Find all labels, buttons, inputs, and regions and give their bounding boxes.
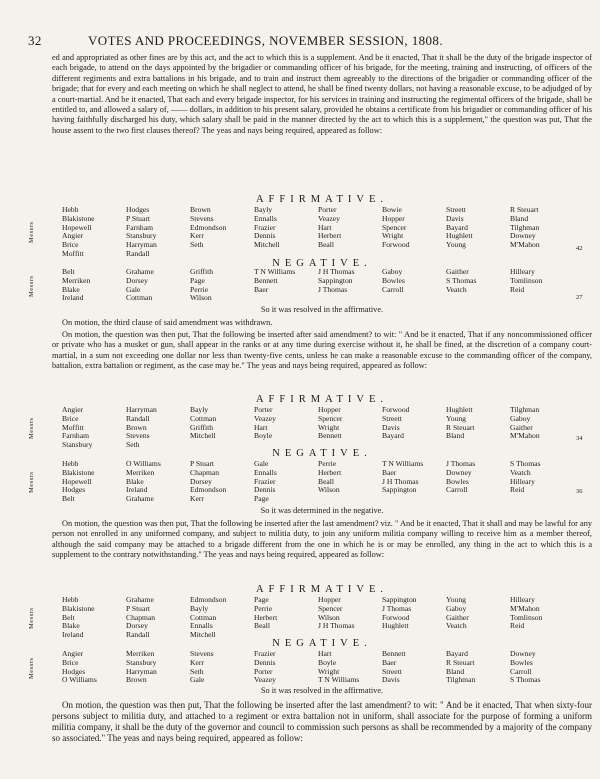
member-name: Hughlett	[446, 232, 473, 241]
page-title: VOTES AND PROCEEDINGS, NOVEMBER SESSION, 1808.	[88, 33, 443, 48]
member-name: Hebb	[62, 596, 79, 604]
member-name: Belt	[62, 268, 75, 276]
member-name: Hodges	[62, 667, 86, 676]
member-name: Stevens	[190, 650, 214, 658]
messrs-label: Messrs	[28, 221, 35, 243]
member-name: Frazier	[254, 223, 276, 232]
member-name: Randall	[126, 414, 150, 423]
member-name: Seth	[190, 241, 204, 250]
vote3-negative-list	[62, 650, 572, 685]
member-name: S Thomas	[446, 276, 477, 285]
member-name: Reid	[510, 486, 525, 495]
member-name: J Thomas	[446, 460, 476, 468]
member-name: Forwood	[382, 613, 410, 622]
member-name: Angier	[62, 650, 84, 658]
member-name: Bland	[510, 214, 529, 223]
member-name: T N Williams	[318, 676, 360, 685]
messrs-label: Messrs	[28, 417, 35, 439]
member-name: Stansbury	[126, 658, 157, 667]
member-name: Randall	[126, 249, 150, 258]
member-name: Gaboy	[510, 414, 531, 423]
member-name: Edmondson	[190, 223, 227, 232]
member-name: Hebb	[62, 206, 79, 214]
member-name: Sappington	[382, 596, 417, 604]
member-name: M'Mahon	[510, 241, 540, 250]
member-name: O Williams	[62, 676, 97, 685]
member-name: Gaither	[446, 268, 469, 276]
member-name: Gaither	[446, 613, 469, 622]
member-name: Seth	[126, 441, 140, 450]
member-name: Dorsey	[126, 276, 148, 285]
member-name: Downey	[446, 468, 472, 477]
member-name: Bland	[446, 432, 465, 441]
member-name: Chapman	[190, 468, 220, 477]
member-name: Boyle	[254, 432, 273, 441]
member-name: Moffitt	[62, 249, 84, 258]
messrs-label: Messrs	[28, 471, 35, 493]
member-name: Bennett	[382, 650, 406, 658]
member-name: Angier	[62, 232, 84, 241]
member-name: Grahame	[126, 495, 154, 504]
member-name: Wright	[318, 423, 340, 432]
member-name: Dennis	[254, 658, 276, 667]
member-name: Page	[190, 276, 205, 285]
member-name: Baer	[382, 658, 397, 667]
member-name: Gale	[190, 676, 205, 685]
member-name: Hopper	[318, 596, 341, 604]
member-name: Ennalls	[254, 214, 277, 223]
member-name: Downey	[510, 232, 536, 241]
paragraph-3: On motion, the question was then put, That the following be inserted after said amendment? to wit: " And be it enacted, That if any noncommissioned officer or private who has a musket or gun, shall appear in the ranks or at any time during exercise without it, he shall be fined, at the discretion of a company court-martial, in a sum not exceeding one dollar nor less than twenty-five cents, unless he can make a reasonable excuse to the commanding officer of the company, battalion, extra battalion or regiment, as the case may be." The yeas and nays being required, appeared as follow:	[52, 330, 592, 371]
member-name: Farnham	[126, 223, 153, 232]
member-name	[510, 294, 572, 303]
member-name: Bland	[446, 667, 465, 676]
member-name: Brice	[62, 658, 79, 667]
vote1-result: So it was resolved in the affirmative.	[260, 305, 384, 314]
member-name: Blakistone	[62, 604, 95, 613]
member-name: Beall	[318, 477, 335, 486]
member-name	[318, 495, 380, 504]
member-name: Sappington	[318, 276, 353, 285]
messrs-label: Messrs	[28, 275, 35, 297]
member-name: Tomlinson	[510, 276, 543, 285]
member-name: Reid	[510, 622, 525, 631]
member-name: Brown	[126, 676, 147, 685]
member-name: Beall	[318, 241, 335, 250]
vote1-affirmative-heading: AFFIRMATIVE.	[255, 194, 389, 205]
member-name: Davis	[446, 214, 464, 223]
member-name: Merriken	[126, 650, 155, 658]
member-name: Gale	[126, 285, 141, 294]
member-name: Dorsey	[190, 477, 212, 486]
member-name: Bayly	[190, 604, 209, 613]
member-name: J H Thomas	[318, 622, 355, 631]
vote3-affirmative-heading: AFFIRMATIVE.	[255, 584, 389, 595]
member-name: Bowles	[382, 276, 405, 285]
vote3-negative-heading: NEGATIVE.	[272, 638, 372, 649]
member-name: Veazey	[254, 676, 276, 685]
member-name: Hughlett	[446, 406, 473, 414]
vote1-negative-count: 27	[576, 294, 583, 301]
member-name: Hughlett	[382, 622, 409, 631]
member-name: Tilghman	[510, 406, 540, 414]
member-name: Baer	[382, 468, 397, 477]
member-name: P Stuart	[190, 460, 214, 468]
member-name: Hebb	[62, 460, 79, 468]
member-name	[446, 294, 508, 303]
member-name: Gaboy	[382, 268, 403, 276]
member-name: Hart	[318, 650, 332, 658]
member-name: Bennett	[318, 432, 342, 441]
vote3-result: So it was resolved in the affirmative.	[260, 686, 384, 695]
member-name: Bennett	[254, 276, 278, 285]
vote1-negative-heading: NEGATIVE.	[272, 258, 372, 269]
vote2-affirmative-count: 34	[576, 435, 583, 442]
member-name	[254, 294, 316, 303]
member-name: Wright	[318, 667, 340, 676]
member-name: P Stuart	[126, 214, 150, 223]
member-name: Page	[254, 596, 269, 604]
member-name: Page	[254, 495, 269, 504]
member-name: Ireland	[62, 294, 84, 303]
vote3-affirmative-list	[62, 596, 572, 640]
member-name: R Steuart	[510, 206, 539, 214]
member-name: Stevens	[126, 432, 150, 441]
member-name: Grahame	[126, 596, 154, 604]
member-name: Hilleary	[510, 596, 535, 604]
member-name: Chapman	[126, 613, 156, 622]
member-name: P Stuart	[126, 604, 150, 613]
member-name: Blake	[62, 622, 80, 631]
member-name: Bayard	[446, 223, 468, 232]
member-name: Beall	[254, 622, 271, 631]
member-name: Harryman	[126, 241, 157, 250]
member-name: Reid	[510, 285, 525, 294]
member-name: Tilghman	[510, 223, 540, 232]
member-name: Streett	[382, 667, 402, 676]
member-name: Frazier	[254, 477, 276, 486]
member-name: Tomlinson	[510, 613, 543, 622]
member-name: Sappington	[382, 486, 417, 495]
member-name: Davis	[382, 423, 400, 432]
member-name: Griffith	[190, 423, 214, 432]
member-name: T N Williams	[254, 268, 296, 276]
member-name: Porter	[318, 206, 337, 214]
member-name: Baer	[254, 285, 269, 294]
page-number: 32	[28, 33, 42, 48]
member-name: Dennis	[254, 486, 276, 495]
member-name: Belt	[62, 495, 75, 504]
member-name: Kerr	[190, 658, 204, 667]
member-name: Angier	[62, 406, 84, 414]
paragraph-2: On motion, the third clause of said amendment was withdrawn.	[62, 318, 273, 327]
member-name: Veatch	[446, 622, 467, 631]
member-name: Mitchell	[190, 631, 216, 640]
member-name: Hodges	[62, 486, 86, 495]
member-name: J H Thomas	[318, 268, 355, 276]
member-name: Bayly	[254, 206, 273, 214]
member-name: S Thomas	[510, 676, 541, 685]
member-name: Perrie	[254, 604, 273, 613]
member-name: Stansbury	[126, 232, 157, 241]
member-name: M'Mahon	[510, 432, 540, 441]
member-name: Streett	[382, 414, 402, 423]
member-name: Moffitt	[62, 423, 84, 432]
member-name: Downey	[510, 650, 536, 658]
vote2-negative-heading: NEGATIVE.	[272, 448, 372, 459]
member-name: Wilson	[190, 294, 212, 303]
member-name: J Thomas	[318, 285, 348, 294]
member-name: Gaither	[510, 423, 533, 432]
paragraph-5: On motion, the question was then put, That the following be inserted after the last amendment? to wit: " And be it enacted, That when sixty-four persons subject to militia duty, and attached to a regiment or extra battalion not in uniform, shall associate for the purpose of forming a uniform militia company, it shall be the duty of the governor and council to commission such persons as shall be recommended by a majority of the company so associated." The yeas and nays being required, appeared as follow:	[52, 700, 592, 743]
member-name: Bowles	[510, 658, 533, 667]
member-name: Randall	[126, 631, 150, 640]
member-name: Ennalls	[190, 622, 213, 631]
member-name: Blake	[126, 477, 144, 486]
member-name: Brice	[62, 241, 79, 250]
vote2-negative-list	[62, 460, 572, 504]
member-name: Hilleary	[510, 268, 535, 276]
member-name: Bowie	[382, 206, 402, 214]
member-name: Perrie	[318, 460, 337, 468]
member-name: Porter	[254, 667, 273, 676]
member-name: Grahame	[126, 268, 154, 276]
vote2-affirmative-heading: AFFIRMATIVE.	[255, 394, 389, 405]
member-name: Dennis	[254, 232, 276, 241]
member-name: Hilleary	[510, 477, 535, 486]
member-name: Hodges	[126, 206, 150, 214]
member-name: Herbert	[318, 468, 342, 477]
vote2-negative-count: 36	[576, 488, 583, 495]
member-name: Bayard	[446, 650, 468, 658]
paragraph-4: On motion, the question was then put, That the following be inserted after the last amendment? viz. " And be it enacted, That it shall and may be lawful for any person not enrolled in any uniformed company, and subject to militia duty, to join any uniform militia company willing to receive him as a member thereof, although the said company may be attached to a brigade different from the one in which he is or may be enrolled, any thing in the act to which this is a supplement to the contrary notwithstanding." The yeas and nays being required, appeared as follow:	[52, 519, 592, 560]
member-name: Merriken	[62, 276, 91, 285]
member-name	[318, 294, 380, 303]
member-name: Ennalls	[254, 468, 277, 477]
member-name: Farnham	[62, 432, 89, 441]
member-name: Porter	[254, 406, 273, 414]
member-name: Forwood	[382, 406, 410, 414]
member-name: Young	[446, 241, 466, 250]
vote2-affirmative-list	[62, 406, 572, 450]
member-name: J H Thomas	[382, 477, 419, 486]
member-name: Bayly	[190, 406, 209, 414]
member-name: Carroll	[510, 667, 532, 676]
member-name: Gaboy	[446, 604, 467, 613]
member-name: Tilghman	[446, 676, 476, 685]
member-name: Hopewell	[62, 223, 92, 232]
member-name: Veazey	[318, 214, 340, 223]
member-name	[382, 294, 444, 303]
member-name: Brown	[126, 423, 147, 432]
member-name	[446, 495, 508, 504]
member-name: O Williams	[126, 460, 161, 468]
member-name: Perrie	[190, 285, 209, 294]
member-name: Frazier	[254, 650, 276, 658]
member-name: Carroll	[446, 486, 468, 495]
member-name: Edmondson	[190, 596, 227, 604]
member-name: Blakistone	[62, 468, 95, 477]
member-name: Blake	[62, 285, 80, 294]
member-name: R Steuart	[446, 658, 475, 667]
vote1-affirmative-list	[62, 206, 572, 259]
vote2-result: So it was determined in the negative.	[260, 506, 384, 515]
member-name: Veazey	[254, 414, 276, 423]
member-name: M'Mahon	[510, 604, 540, 613]
member-name: Spencer	[318, 414, 343, 423]
messrs-label: Messrs	[28, 607, 35, 629]
member-name: Merriken	[126, 468, 155, 477]
member-name: Herbert	[318, 232, 342, 241]
member-name: Mitchell	[190, 432, 216, 441]
member-name: Wilson	[318, 613, 340, 622]
member-name: Edmondson	[190, 486, 227, 495]
messrs-label: Messrs	[28, 657, 35, 679]
member-name: Brown	[190, 206, 211, 214]
member-name: Cottman	[126, 294, 153, 303]
member-name: R Steuart	[446, 423, 475, 432]
vote1-negative-list	[62, 268, 572, 303]
member-name: Stansbury	[62, 441, 93, 450]
member-name: Dorsey	[126, 622, 148, 631]
paragraph-1: ed and appropriated as other fines are by this act, and the act to which this is a supplement. And be it enacted, That it shall be the duty of the brigade inspector of each brigade, to attend on the days appointed by the brigadier or commanding officer of his brigade, for the meeting, training and instructing, of officers of the different regiments and extra battalions in his brigade, and to train and instruct them agreeably to the directions of the brigadier or commanding officer of the brigade; that for every and each meeting on which he shall neglect to attend, he shall be fined twenty dollars, not having a reasonable excuse, to be adjudged of by a court-martial. And be it enacted, That each and every brigade inspector, for his services in training and instructing the regimental officers of the brigade, shall be entitled to, and allowed a salary of, —— dollars, in addition to his present salary, provided he obtains a certificate from his brigadier or commanding officer of his having faithfully discharged his duty, which salary shall be paid in the manner directed by the act to which this is a supplement," the question was put, That the house assent to the two first clauses thereof? The yeas and nays being required, appeared as follow:	[52, 53, 592, 135]
member-name: Wilson	[318, 486, 340, 495]
member-name: Belt	[62, 613, 75, 622]
vote1-affirmative-count: 42	[576, 245, 583, 252]
member-name: Young	[446, 414, 466, 423]
member-name: Hopper	[382, 214, 405, 223]
member-name: Ireland	[126, 486, 148, 495]
member-name: T N Williams	[382, 460, 424, 468]
member-name: Blakistone	[62, 214, 95, 223]
member-name: Boyle	[318, 658, 337, 667]
member-name: S Thomas	[510, 460, 541, 468]
member-name	[382, 495, 444, 504]
member-name: Bayard	[382, 432, 404, 441]
member-name: Stevens	[190, 214, 214, 223]
member-name: Harryman	[126, 406, 157, 414]
member-name: Mitchell	[254, 241, 280, 250]
member-name: Harryman	[126, 667, 157, 676]
member-name: Spencer	[382, 223, 407, 232]
member-name: Davis	[382, 676, 400, 685]
member-name: J Thomas	[382, 604, 412, 613]
member-name: Hopper	[318, 406, 341, 414]
member-name: Griffith	[190, 268, 214, 276]
member-name: Hart	[254, 423, 268, 432]
member-name: Herbert	[254, 613, 278, 622]
member-name: Hart	[318, 223, 332, 232]
member-name: Forwood	[382, 241, 410, 250]
member-name: Streett	[446, 206, 466, 214]
member-name: Seth	[190, 667, 204, 676]
member-name: Carroll	[382, 285, 404, 294]
member-name: Kerr	[190, 232, 204, 241]
member-name: Brice	[62, 414, 79, 423]
member-name: Gale	[254, 460, 269, 468]
member-name: Kerr	[190, 495, 204, 504]
member-name: Wright	[382, 232, 404, 241]
member-name: Veatch	[510, 468, 531, 477]
page-header	[28, 33, 580, 49]
member-name: Hopewell	[62, 477, 92, 486]
member-name: Cottman	[190, 414, 217, 423]
member-name: Young	[446, 596, 466, 604]
member-name: Spencer	[318, 604, 343, 613]
member-name: Cottman	[190, 613, 217, 622]
member-name: Bowles	[446, 477, 469, 486]
member-name: Ireland	[62, 631, 84, 640]
member-name	[510, 495, 572, 504]
member-name: Veatch	[446, 285, 467, 294]
